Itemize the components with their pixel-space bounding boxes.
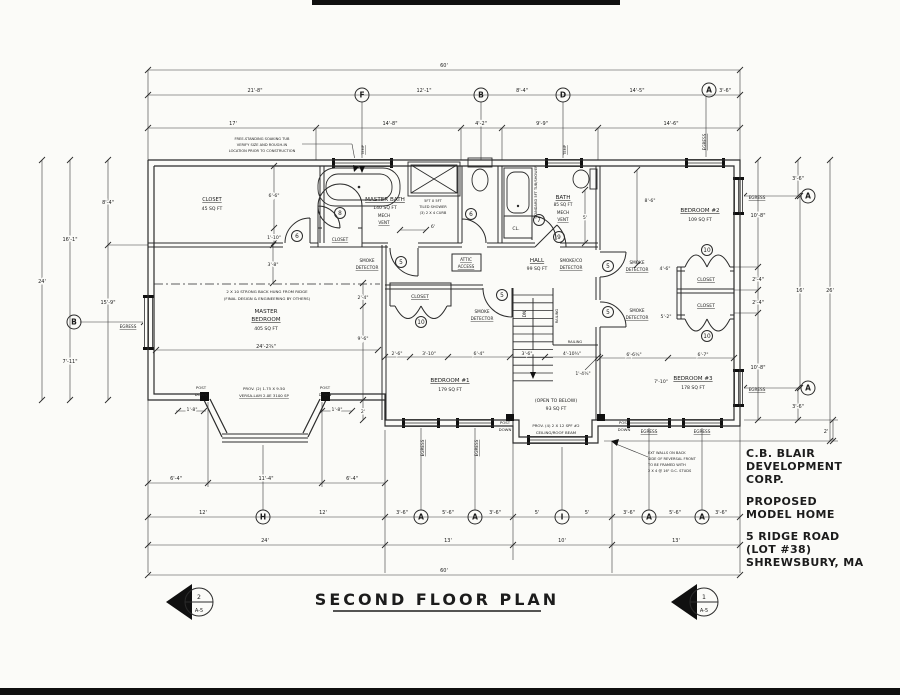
- dim: 2': [360, 410, 366, 415]
- room-label-master-bath: MASTER BATH: [365, 197, 405, 203]
- room-label-closet: CLOSET: [411, 295, 429, 300]
- window: [733, 177, 744, 215]
- dim: 24': [38, 279, 46, 285]
- tiled-shower: [408, 162, 460, 196]
- tub-note: FREE-STANDING SOAKING TUB: [234, 137, 290, 141]
- temp-glass-label: TEMP: [361, 145, 365, 155]
- svg-text:5: 5: [606, 264, 610, 270]
- dim: 10': [558, 538, 566, 544]
- door-tag-10: [702, 245, 713, 256]
- svg-text:10: 10: [417, 320, 425, 326]
- dim: 12': [319, 510, 327, 516]
- svg-text:179 SQ FT: 179 SQ FT: [438, 388, 462, 393]
- dim: 6'-4": [346, 476, 358, 482]
- dim: 9'-6": [357, 337, 369, 342]
- svg-text:178 SQ FT: 178 SQ FT: [681, 386, 705, 391]
- dim: 3'-6": [715, 510, 727, 516]
- svg-text:SIDE OF REVERSAL FRONT: SIDE OF REVERSAL FRONT: [648, 457, 696, 461]
- dim: 2': [823, 429, 829, 435]
- svg-text:CORP.: CORP.: [746, 473, 785, 486]
- dim: 17': [229, 121, 237, 127]
- post-down-label: POST: [618, 420, 630, 425]
- svg-text:B: B: [71, 317, 77, 327]
- tub-shower: [504, 168, 532, 216]
- svg-text:DOWN: DOWN: [318, 392, 332, 397]
- svg-text:99 SQ FT: 99 SQ FT: [526, 267, 548, 272]
- svg-text:I: I: [560, 512, 564, 522]
- svg-text:DETECTOR: DETECTOR: [559, 265, 583, 270]
- room-label-closet: CLOSET: [202, 197, 222, 203]
- svg-text:DETECTOR: DETECTOR: [625, 267, 649, 272]
- temp-glass-label: TEMP: [563, 145, 567, 155]
- dim: 10'-8": [750, 213, 766, 219]
- scan-mark-top: [312, 0, 620, 5]
- dim: 5'-6": [669, 510, 681, 516]
- room-label-master-bedroom: MASTER: [254, 309, 278, 315]
- post-down-label: POST: [319, 385, 331, 390]
- dim: 6': [430, 225, 436, 230]
- door-tag-9: [554, 232, 565, 243]
- egress-label: EGRESS: [474, 439, 479, 457]
- dim: 1'-8": [186, 408, 198, 413]
- dim: 2'-6": [391, 352, 403, 357]
- svg-text:6: 6: [295, 234, 299, 240]
- svg-text:2 X 4 @ 16" O.C. STUDS: 2 X 4 @ 16" O.C. STUDS: [648, 469, 692, 473]
- svg-text:(LOT #38): (LOT #38): [746, 543, 812, 556]
- room-label-open-below: (OPEN TO BELOW): [534, 399, 578, 404]
- project-address: 5 RIDGE ROAD: [746, 530, 840, 543]
- dim: 2'-4": [752, 277, 764, 283]
- dim: 4'-10¾": [562, 352, 582, 357]
- svg-text:5: 5: [606, 310, 610, 316]
- svg-text:1: 1: [702, 594, 706, 601]
- toilet: [468, 158, 492, 191]
- svg-text:A: A: [472, 512, 478, 522]
- svg-text:H: H: [259, 512, 267, 522]
- dim: 6'-6¾": [626, 353, 642, 358]
- svg-text:A: A: [805, 383, 811, 393]
- svg-text:ACCESS: ACCESS: [457, 264, 475, 269]
- room-label-bath: BATH: [555, 195, 571, 201]
- post: [597, 414, 605, 421]
- svg-text:405 SQ FT: 405 SQ FT: [254, 327, 278, 332]
- dim: 11'-4": [258, 476, 274, 482]
- dimension-extension-lines: [39, 67, 838, 578]
- dim: 1'-8": [331, 408, 343, 413]
- svg-text:8: 8: [338, 211, 342, 217]
- dim: 8'-4": [102, 200, 114, 206]
- bifold-door: [685, 319, 730, 331]
- svg-text:A: A: [706, 85, 712, 95]
- svg-text:2: 2: [197, 594, 201, 601]
- svg-text:A-5: A-5: [194, 608, 204, 614]
- roof-beam-note: PROV. (4) 2 X 12 SPF #2: [532, 423, 580, 428]
- dim: 1'-10": [267, 236, 281, 241]
- svg-text:D: D: [559, 90, 567, 100]
- dim: 5': [582, 216, 588, 221]
- svg-text:A: A: [418, 512, 424, 522]
- svg-text:10: 10: [703, 334, 711, 340]
- svg-text:45 SQ FT: 45 SQ FT: [201, 207, 223, 212]
- grid-marker-B-left: [67, 315, 81, 329]
- svg-text:MECH: MECH: [556, 210, 570, 215]
- svg-text:VERSA-LAM 2.0E 3100 SP: VERSA-LAM 2.0E 3100 SP: [239, 393, 289, 398]
- dim: 3'-8": [267, 263, 279, 268]
- dim: 6'-7": [697, 353, 709, 358]
- egress-label: EGRESS: [702, 133, 707, 151]
- dim: 10'-8": [750, 365, 766, 371]
- project-name: PROPOSED: [746, 495, 818, 508]
- door-tag-5: [603, 307, 614, 318]
- room-label-closet: CLOSET: [697, 278, 715, 283]
- dim: 1'-4¾": [575, 372, 591, 377]
- tub-shower-note: STANDARD 5FT TUB/SHOWER: [534, 165, 538, 219]
- dim: 6'-4": [170, 476, 182, 482]
- dim: 60': [440, 568, 448, 574]
- smoke-detector-label: SMOKE: [359, 258, 375, 263]
- egress-label: EGRESS: [640, 429, 658, 434]
- dim: 24'-2¾": [256, 344, 276, 350]
- dim: 3'-6": [792, 176, 804, 182]
- door-tag-8: [335, 208, 346, 219]
- door-tag-6: [292, 231, 303, 242]
- egress-label: EGRESS: [748, 195, 766, 200]
- svg-text:DOWN: DOWN: [194, 392, 208, 397]
- grid-marker-A-right: [801, 381, 815, 395]
- dim: 13': [672, 538, 680, 544]
- dim: 9'-9": [536, 121, 548, 127]
- smoke-detector-label: SMOKE: [629, 260, 645, 265]
- dim: 4'-2": [475, 121, 487, 127]
- dim: 14'-5": [629, 88, 645, 94]
- dim: 26': [826, 288, 834, 294]
- smoke-detector-label: SMOKE: [474, 309, 490, 314]
- svg-text:93 SQ FT: 93 SQ FT: [545, 407, 567, 412]
- svg-text:VERIFY SIZE AND ROUGH-IN: VERIFY SIZE AND ROUGH-IN: [236, 143, 288, 147]
- svg-text:VENT: VENT: [378, 220, 390, 225]
- strongback-note: 2 X 10 STRONG BACK HUNG FROM RIDGE: [226, 289, 308, 294]
- dim: 5': [584, 510, 590, 516]
- dim: 24': [261, 538, 269, 544]
- dim: 21'-8": [247, 88, 263, 94]
- door-tag-5: [396, 257, 407, 268]
- room-label-closet: CLOSET: [331, 237, 349, 242]
- sheet-title: SECOND FLOOR PLAN: [314, 590, 560, 609]
- room-label-bedroom1: BEDROOM #1: [430, 378, 470, 384]
- svg-text:5: 5: [500, 293, 504, 299]
- door-tag-5: [497, 290, 508, 301]
- dim: 3'-10": [422, 352, 436, 357]
- svg-text:VENT: VENT: [557, 217, 569, 222]
- dim: 3'-6": [521, 352, 533, 357]
- svg-text:A: A: [646, 512, 652, 522]
- svg-text:A: A: [805, 191, 811, 201]
- attic-access-label: ATTIC: [460, 257, 472, 262]
- dim: 3'-6": [396, 510, 408, 516]
- svg-text:B: B: [478, 90, 484, 100]
- egress-label: EGRESS: [420, 439, 425, 457]
- dim: 2'-4": [357, 296, 369, 301]
- svg-text:A-5: A-5: [699, 608, 709, 614]
- shower-note: 5FT X 5FT: [424, 199, 442, 203]
- door-tag-10: [702, 331, 713, 342]
- svg-text:DEVELOPMENT: DEVELOPMENT: [746, 460, 843, 473]
- dim: 16': [796, 288, 804, 294]
- room-label-closet: CLOSET: [697, 304, 715, 309]
- dim: 7'-10": [654, 380, 668, 385]
- egress-label: EGRESS: [119, 324, 137, 329]
- dim: 2'-4": [752, 300, 764, 306]
- svg-text:A: A: [699, 512, 705, 522]
- svg-text:9: 9: [557, 235, 561, 241]
- room-labels: [202, 195, 720, 412]
- dim: 16'-1": [62, 237, 78, 243]
- room-label-hall: HALL: [529, 258, 545, 264]
- svg-text:CEILING/ROOF BEAM: CEILING/ROOF BEAM: [535, 430, 577, 435]
- svg-text:10: 10: [703, 248, 711, 254]
- door-tag-6: [466, 209, 477, 220]
- svg-text:F: F: [359, 90, 365, 100]
- dim: 6'-4": [473, 352, 485, 357]
- stair-dn-label: DN: [522, 310, 527, 318]
- post-down-label: POST: [195, 385, 207, 390]
- dim: 3'-6": [792, 404, 804, 410]
- svg-text:DOWN: DOWN: [498, 427, 512, 432]
- dim: 13': [444, 538, 452, 544]
- dim: 12'-1": [416, 88, 432, 94]
- smoke-co-detector-label: SMOKE/CO: [559, 258, 583, 263]
- svg-text:109 SQ FT: 109 SQ FT: [688, 218, 712, 223]
- room-label-cl: CL.: [512, 227, 520, 232]
- stairs: [513, 295, 553, 381]
- grid-marker-A-right: [801, 189, 815, 203]
- stair-direction-arrow: [530, 372, 536, 379]
- svg-text:LOCATION PRIOR TO CONSTRUCTION: LOCATION PRIOR TO CONSTRUCTION: [228, 149, 296, 153]
- dim: 60': [440, 63, 448, 69]
- dim: 14'-6": [663, 121, 679, 127]
- svg-text:5: 5: [399, 260, 403, 266]
- smoke-detector-label: SMOKE: [629, 308, 645, 313]
- scan-mark-bottom: [0, 688, 900, 695]
- dim: 3'-6": [489, 510, 501, 516]
- svg-text:DETECTOR: DETECTOR: [355, 265, 379, 270]
- svg-text:TO BE FRAMED WITH: TO BE FRAMED WITH: [648, 463, 686, 467]
- svg-text:DOWN: DOWN: [617, 427, 631, 432]
- dim: 12': [199, 510, 207, 516]
- railing-label: RAILING: [555, 308, 559, 324]
- dim: 8'-6": [644, 199, 656, 204]
- svg-text:(3) 2 X 4 CURB: (3) 2 X 4 CURB: [419, 211, 447, 215]
- bay-window: [200, 392, 330, 442]
- dim: 5'-2": [660, 315, 672, 320]
- ext-wall-note: EXT WALLS ON BACK: [648, 451, 686, 455]
- railing-label: RAILING: [567, 340, 583, 344]
- dim: 6'-6": [268, 194, 280, 199]
- egress-label: EGRESS: [748, 387, 766, 392]
- door-tag-5: [603, 261, 614, 272]
- versalam-note: PROV. (2) 1.75 X 9.50: [243, 386, 285, 391]
- svg-text:140 SQ FT: 140 SQ FT: [373, 206, 397, 211]
- svg-text:7: 7: [537, 218, 541, 224]
- dim: 3'-6": [623, 510, 635, 516]
- svg-text:MODEL HOME: MODEL HOME: [746, 508, 835, 521]
- dim: 15'-9": [100, 300, 116, 306]
- dim: 5': [534, 510, 540, 516]
- svg-text:SHREWSBURY, MA: SHREWSBURY, MA: [746, 556, 864, 569]
- dim: 14'-8": [382, 121, 398, 127]
- svg-text:BEDROOM: BEDROOM: [251, 317, 281, 323]
- svg-text:85 SQ FT: 85 SQ FT: [553, 202, 573, 207]
- svg-text:DETECTOR: DETECTOR: [470, 316, 494, 321]
- svg-text:TILED SHOWER: TILED SHOWER: [419, 205, 447, 209]
- dim: 3'-6": [719, 88, 731, 94]
- title-block: [746, 447, 864, 569]
- room-label-bedroom3: BEDROOM #3: [673, 376, 713, 382]
- svg-text:DETECTOR: DETECTOR: [625, 315, 649, 320]
- svg-text:(FINAL DESIGN & ENGINEERING BY: (FINAL DESIGN & ENGINEERING BY OTHERS): [223, 296, 311, 301]
- svg-text:MECH: MECH: [377, 213, 391, 218]
- section-marker-left: [166, 584, 213, 620]
- dim: 7'-11": [62, 359, 78, 365]
- firm-name: C.B. BLAIR: [746, 447, 816, 460]
- dim: 4'-6": [659, 267, 671, 272]
- dim: 5'-6": [442, 510, 454, 516]
- section-marker-right: [671, 584, 718, 620]
- door-tag-10: [416, 317, 427, 328]
- bifold-door: [685, 255, 730, 267]
- dim: 8'-4": [516, 88, 528, 94]
- egress-label: EGRESS: [693, 429, 711, 434]
- room-label-bedroom2: BEDROOM #2: [680, 208, 720, 214]
- toilet: [573, 169, 597, 189]
- window: [733, 369, 744, 407]
- post-down-label: POST: [499, 420, 511, 425]
- svg-text:6: 6: [469, 212, 473, 218]
